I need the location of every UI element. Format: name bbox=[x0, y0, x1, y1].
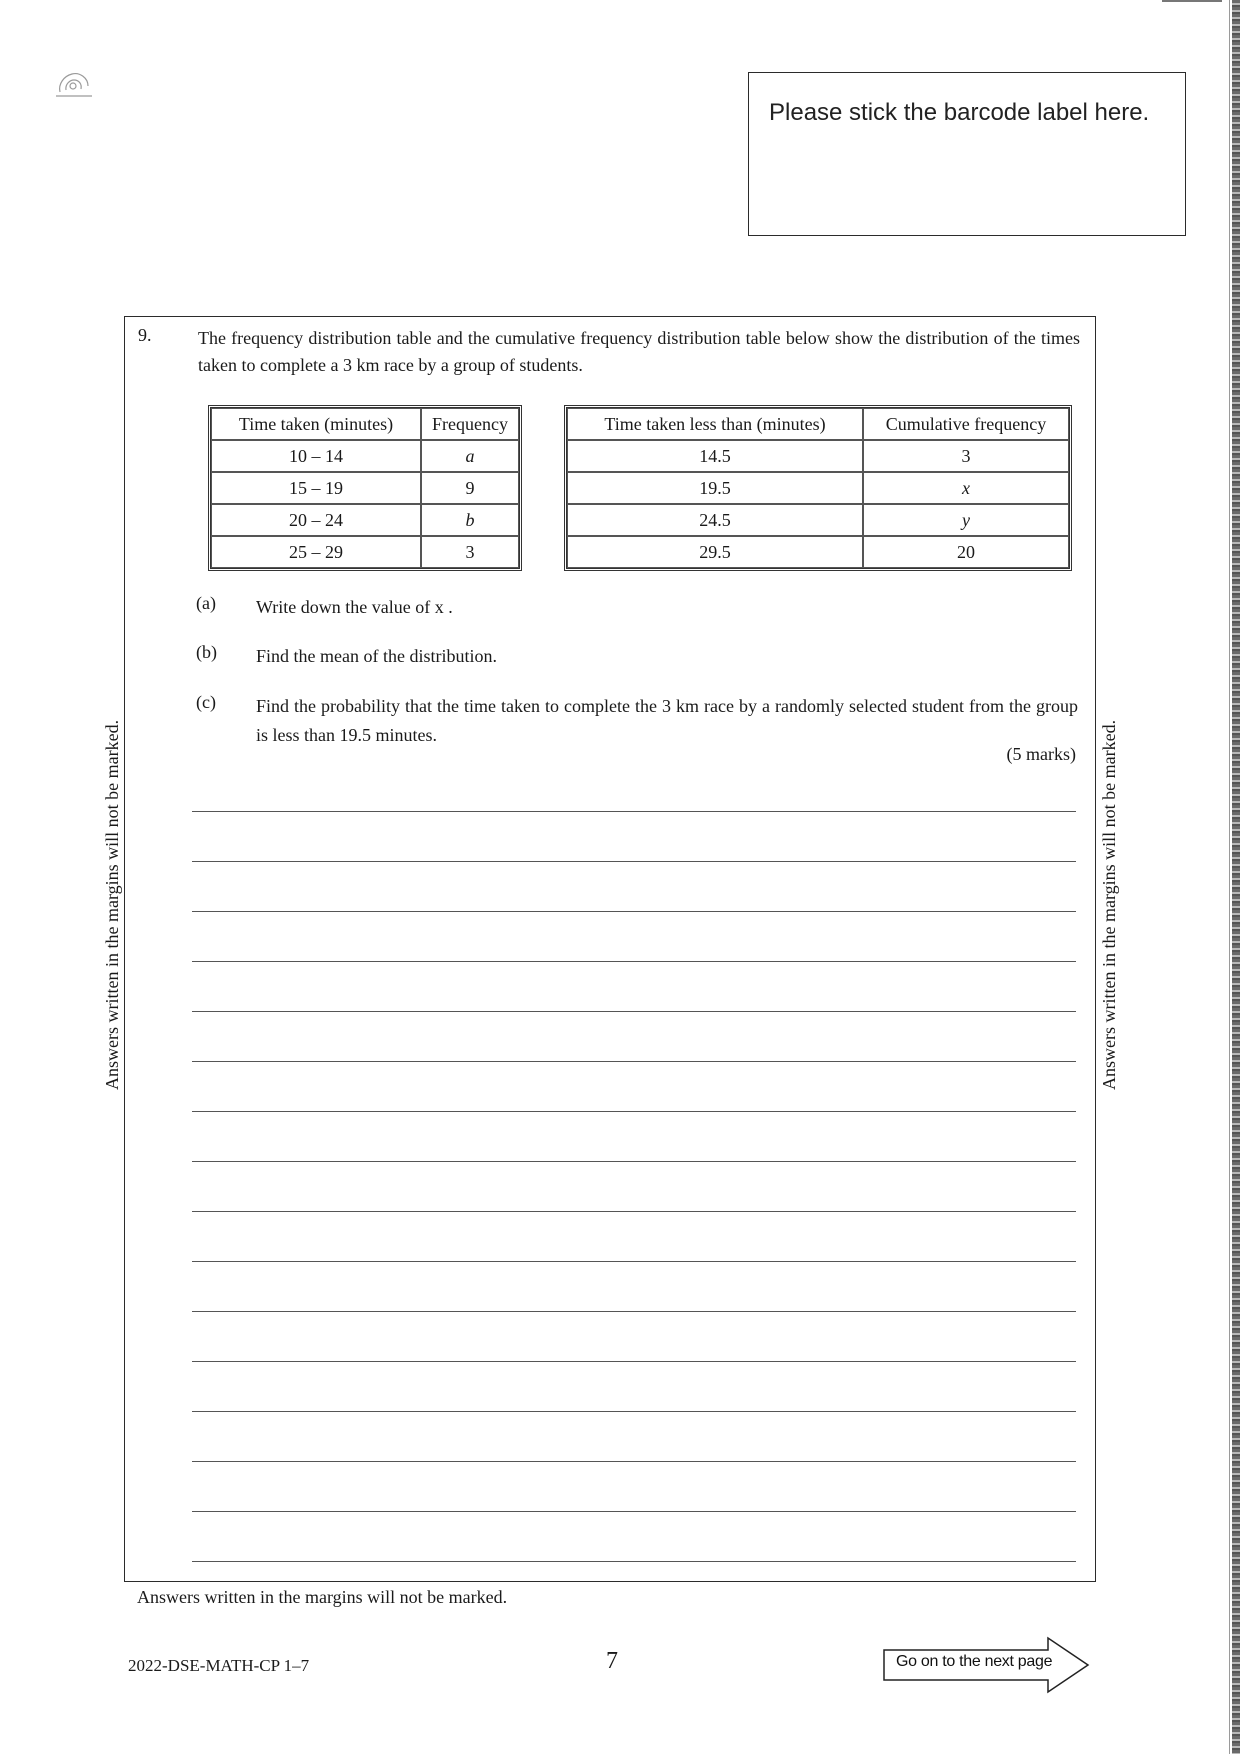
question-intro: The frequency distribution table and the cumulative frequency distribution table below show the distribution of the times taken to complete a 3 km race by a group of students. bbox=[198, 328, 1080, 375]
marks-allocation: (5 marks) bbox=[1006, 744, 1076, 764]
answer-line[interactable] bbox=[192, 1361, 1076, 1362]
table-row bbox=[567, 504, 1069, 536]
table-cell: a bbox=[421, 440, 519, 472]
part-a-label: (a) bbox=[196, 593, 216, 613]
answer-line[interactable] bbox=[192, 1411, 1076, 1412]
barcode-label-box bbox=[748, 72, 1186, 236]
answer-line[interactable] bbox=[192, 1311, 1076, 1312]
table-header-row bbox=[211, 408, 519, 440]
barcode-label-text: Please stick the barcode label here. bbox=[769, 99, 1150, 126]
part-b-label: (b) bbox=[196, 642, 217, 662]
table-row bbox=[211, 504, 519, 536]
table-cell: 24.5 bbox=[567, 504, 863, 536]
answer-line[interactable] bbox=[192, 1011, 1076, 1012]
next-page-label: Go on to the next page bbox=[896, 1653, 1053, 1670]
answer-line[interactable] bbox=[192, 1161, 1076, 1162]
table-cell: 20 – 24 bbox=[211, 504, 421, 536]
table-header: Time taken less than (minutes) bbox=[567, 408, 863, 440]
answer-line[interactable] bbox=[192, 911, 1076, 912]
answer-line[interactable] bbox=[192, 1211, 1076, 1212]
table-cell: 10 – 14 bbox=[211, 440, 421, 472]
answer-line[interactable] bbox=[192, 861, 1076, 862]
table-row bbox=[567, 536, 1069, 568]
question-number: 9. bbox=[138, 325, 152, 345]
table-cell: x bbox=[863, 472, 1069, 504]
table-header: Frequency bbox=[421, 408, 519, 440]
table-cell: 3 bbox=[421, 536, 519, 568]
part-a-text: Write down the value of x . bbox=[256, 597, 453, 617]
table-cell: 20 bbox=[863, 536, 1069, 568]
table-row bbox=[211, 472, 519, 504]
paper-code: 2022-DSE-MATH-CP 1–7 bbox=[128, 1656, 310, 1675]
table-cell: 19.5 bbox=[567, 472, 863, 504]
margin-note-left: Answers written in the margins will not be marked. bbox=[102, 719, 122, 1090]
answer-line[interactable] bbox=[192, 1261, 1076, 1262]
answer-line[interactable] bbox=[192, 1461, 1076, 1462]
answer-line[interactable] bbox=[192, 1061, 1076, 1062]
table-row bbox=[567, 472, 1069, 504]
scan-edge bbox=[1232, 0, 1240, 1754]
cumulative-frequency-table bbox=[564, 405, 1072, 571]
part-c-label: (c) bbox=[196, 692, 216, 712]
top-rule bbox=[1162, 0, 1222, 2]
next-page-button[interactable] bbox=[882, 1636, 1092, 1694]
table-row bbox=[211, 440, 519, 472]
answer-line[interactable] bbox=[192, 1111, 1076, 1112]
table-cell: 14.5 bbox=[567, 440, 863, 472]
part-c-text: Find the probability that the time taken to complete the 3 km race by a randomly selected student from the group is less than 19.5 minutes. bbox=[256, 696, 1078, 745]
table-cell: 29.5 bbox=[567, 536, 863, 568]
answer-line[interactable] bbox=[192, 961, 1076, 962]
table-row bbox=[211, 536, 519, 568]
answer-line[interactable] bbox=[192, 1561, 1076, 1562]
table-header-row bbox=[567, 408, 1069, 440]
page-number: 7 bbox=[606, 1648, 618, 1674]
table-cell: y bbox=[863, 504, 1069, 536]
table-cell: 15 – 19 bbox=[211, 472, 421, 504]
table-cell: 9 bbox=[421, 472, 519, 504]
table-cell: 3 bbox=[863, 440, 1069, 472]
scan-edge-line bbox=[1229, 0, 1230, 1754]
margin-note-bottom: Answers written in the margins will not be marked. bbox=[137, 1587, 508, 1607]
table-cell: 25 – 29 bbox=[211, 536, 421, 568]
frequency-table bbox=[208, 405, 522, 571]
answer-line[interactable] bbox=[192, 1511, 1076, 1512]
part-b-text: Find the mean of the distribution. bbox=[256, 646, 497, 666]
margin-note-right: Answers written in the margins will not be marked. bbox=[1099, 719, 1119, 1090]
table-row bbox=[567, 440, 1069, 472]
table-header: Cumulative frequency bbox=[863, 408, 1069, 440]
answer-line[interactable] bbox=[192, 811, 1076, 812]
table-header: Time taken (minutes) bbox=[211, 408, 421, 440]
watermark-icon bbox=[52, 66, 96, 102]
table-cell: b bbox=[421, 504, 519, 536]
